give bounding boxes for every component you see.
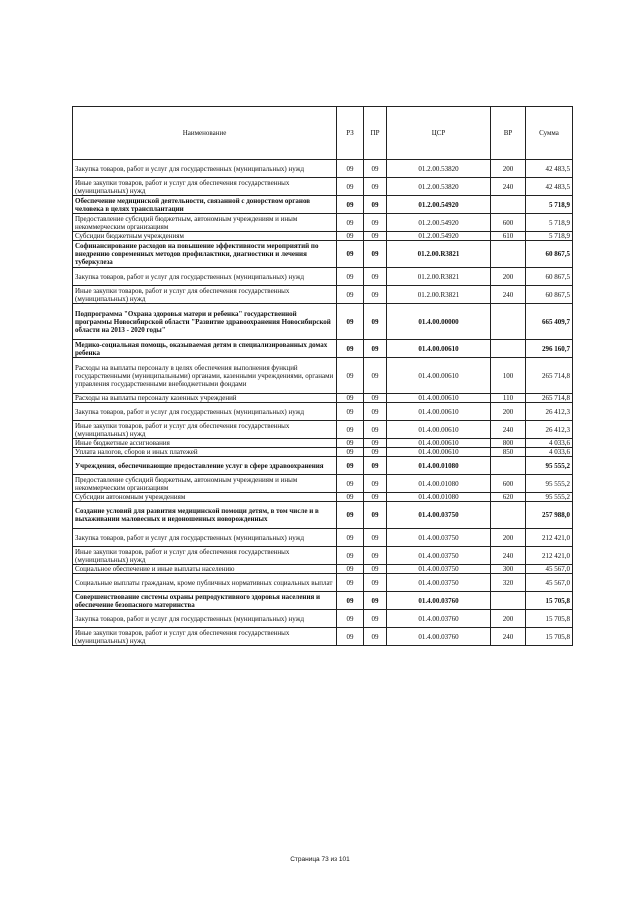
header-pr: ПР	[364, 107, 387, 160]
cell-pr: 09	[364, 448, 387, 457]
cell-vr: 600	[491, 214, 526, 232]
cell-vr: 240	[491, 286, 526, 304]
cell-csr: 01.4.00.00610	[387, 448, 491, 457]
cell-csr: 01.4.00.00610	[387, 394, 491, 403]
cell-sum: 15 705,8	[526, 592, 573, 610]
cell-rz: 09	[337, 196, 364, 214]
cell-sum: 60 867,5	[526, 286, 573, 304]
cell-pr: 09	[364, 547, 387, 565]
page-footer: Страница 73 из 101	[290, 856, 350, 863]
cell-vr: 240	[491, 628, 526, 646]
cell-pr: 09	[364, 628, 387, 646]
cell-vr	[491, 196, 526, 214]
cell-pr: 09	[364, 403, 387, 421]
cell-name: Закупка товаров, работ и услуг для государственных (муниципальных) нужд	[73, 610, 337, 628]
cell-sum: 15 705,8	[526, 628, 573, 646]
cell-vr	[491, 241, 526, 268]
cell-sum: 60 867,5	[526, 268, 573, 286]
cell-name: Иные закупки товаров, работ и услуг для обеспечения государственных (муниципальных) нужд	[73, 286, 337, 304]
cell-rz: 09	[337, 241, 364, 268]
cell-name: Иные закупки товаров, работ и услуг для обеспечения государственных (муниципальных) нужд	[73, 547, 337, 565]
cell-vr	[491, 502, 526, 529]
cell-sum: 265 714,8	[526, 358, 573, 394]
table-row	[73, 439, 573, 448]
cell-rz: 09	[337, 475, 364, 493]
table-row	[73, 241, 573, 268]
cell-rz: 09	[337, 268, 364, 286]
cell-name: Обеспечение медицинской деятельности, связанной с донорством органов человека в целях трансплантации	[73, 196, 337, 214]
cell-rz: 09	[337, 160, 364, 178]
cell-vr: 320	[491, 574, 526, 592]
cell-sum: 212 421,0	[526, 547, 573, 565]
cell-rz: 09	[337, 403, 364, 421]
cell-csr: 01.2.00.54920	[387, 196, 491, 214]
cell-rz: 09	[337, 457, 364, 475]
cell-sum: 95 555,2	[526, 457, 573, 475]
cell-sum: 5 718,9	[526, 214, 573, 232]
cell-sum: 665 409,7	[526, 304, 573, 340]
cell-name: Предоставление субсидий бюджетным, автономным учреждениям и иным некоммерческим организациям	[73, 475, 337, 493]
cell-sum: 26 412,3	[526, 403, 573, 421]
cell-csr: 01.4.00.01080	[387, 475, 491, 493]
cell-sum: 60 867,5	[526, 241, 573, 268]
table-row	[73, 448, 573, 457]
cell-name: Софинансирование расходов на повышение эффективности мероприятий по внедрению современных методов профилактики, диагностики и лечения туберкулеза	[73, 241, 337, 268]
table-row	[73, 196, 573, 214]
cell-rz: 09	[337, 439, 364, 448]
cell-csr: 01.2.00.R3821	[387, 286, 491, 304]
cell-sum: 5 718,9	[526, 196, 573, 214]
cell-rz: 09	[337, 394, 364, 403]
cell-rz: 09	[337, 547, 364, 565]
cell-vr: 100	[491, 358, 526, 394]
table-row	[73, 547, 573, 565]
cell-sum: 212 421,0	[526, 529, 573, 547]
cell-pr: 09	[364, 304, 387, 340]
cell-rz: 09	[337, 574, 364, 592]
cell-name: Иные закупки товаров, работ и услуг для обеспечения государственных (муниципальных) нужд	[73, 421, 337, 439]
cell-vr: 610	[491, 232, 526, 241]
cell-sum: 95 555,2	[526, 493, 573, 502]
cell-sum: 4 033,6	[526, 439, 573, 448]
table-body	[73, 160, 573, 646]
cell-sum: 42 483,5	[526, 160, 573, 178]
cell-csr: 01.4.00.03750	[387, 565, 491, 574]
cell-rz: 09	[337, 304, 364, 340]
cell-pr: 09	[364, 232, 387, 241]
cell-rz: 09	[337, 358, 364, 394]
cell-csr: 01.4.00.03750	[387, 502, 491, 529]
cell-name: Социальные выплаты гражданам, кроме публичных нормативных социальных выплат	[73, 574, 337, 592]
cell-vr: 200	[491, 160, 526, 178]
cell-name: Уплата налогов, сборов и иных платежей	[73, 448, 337, 457]
table-row	[73, 493, 573, 502]
table-row	[73, 286, 573, 304]
cell-pr: 09	[364, 502, 387, 529]
cell-rz: 09	[337, 448, 364, 457]
table-header-row	[73, 107, 573, 160]
cell-csr: 01.2.00.53820	[387, 178, 491, 196]
cell-vr: 850	[491, 448, 526, 457]
cell-csr: 01.4.00.03750	[387, 529, 491, 547]
cell-sum: 26 412,3	[526, 421, 573, 439]
cell-name: Иные закупки товаров, работ и услуг для обеспечения государственных (муниципальных) нужд	[73, 178, 337, 196]
header-vr: ВР	[491, 107, 526, 160]
cell-csr: 01.4.00.03750	[387, 547, 491, 565]
cell-name: Закупка товаров, работ и услуг для государственных (муниципальных) нужд	[73, 403, 337, 421]
cell-name: Субсидии автономным учреждениям	[73, 493, 337, 502]
cell-vr	[491, 457, 526, 475]
cell-sum: 296 160,7	[526, 340, 573, 358]
cell-rz: 09	[337, 214, 364, 232]
cell-pr: 09	[364, 394, 387, 403]
cell-rz: 09	[337, 502, 364, 529]
table-row	[73, 565, 573, 574]
cell-csr: 01.4.00.01080	[387, 493, 491, 502]
cell-rz: 09	[337, 592, 364, 610]
table-row	[73, 340, 573, 358]
cell-vr: 240	[491, 178, 526, 196]
header-name: Наименование	[73, 107, 337, 160]
cell-rz: 09	[337, 610, 364, 628]
cell-sum: 15 705,8	[526, 610, 573, 628]
cell-name: Расходы на выплаты персоналу в целях обеспечения выполнения функций государственными (муниципальными) органами, казенными учреждениями, органами управления государственными внебюджетными фондами	[73, 358, 337, 394]
cell-vr: 240	[491, 547, 526, 565]
cell-name: Совершенствование системы охраны репродуктивного здоровья населения и обеспечение безопасного материнства	[73, 592, 337, 610]
table-row	[73, 403, 573, 421]
cell-csr: 01.4.00.00610	[387, 358, 491, 394]
cell-csr: 01.4.00.00610	[387, 403, 491, 421]
cell-pr: 09	[364, 457, 387, 475]
cell-csr: 01.4.00.00610	[387, 421, 491, 439]
cell-csr: 01.2.00.54920	[387, 232, 491, 241]
cell-name: Иные закупки товаров, работ и услуг для обеспечения государственных (муниципальных) нужд	[73, 628, 337, 646]
cell-csr: 01.4.00.00610	[387, 439, 491, 448]
cell-csr: 01.2.00.54920	[387, 214, 491, 232]
cell-vr: 620	[491, 493, 526, 502]
cell-name: Закупка товаров, работ и услуг для государственных (муниципальных) нужд	[73, 529, 337, 547]
cell-csr: 01.2.00.R3821	[387, 241, 491, 268]
table-row	[73, 475, 573, 493]
cell-csr: 01.2.00.R3821	[387, 268, 491, 286]
cell-pr: 09	[364, 439, 387, 448]
cell-pr: 09	[364, 592, 387, 610]
cell-rz: 09	[337, 232, 364, 241]
table-row	[73, 574, 573, 592]
cell-csr: 01.4.00.00000	[387, 304, 491, 340]
cell-name: Закупка товаров, работ и услуг для государственных (муниципальных) нужд	[73, 268, 337, 286]
cell-sum: 42 483,5	[526, 178, 573, 196]
table-row	[73, 457, 573, 475]
cell-rz: 09	[337, 421, 364, 439]
cell-csr: 01.4.00.03760	[387, 628, 491, 646]
cell-name: Субсидии бюджетным учреждениям	[73, 232, 337, 241]
cell-name: Медико-социальная помощь, оказываемая детям в специализированных домах ребенка	[73, 340, 337, 358]
cell-pr: 09	[364, 178, 387, 196]
cell-rz: 09	[337, 178, 364, 196]
cell-name: Предоставление субсидий бюджетным, автономным учреждениям и иным некоммерческим организациям	[73, 214, 337, 232]
cell-pr: 09	[364, 358, 387, 394]
cell-name: Создание условий для развития медицинской помощи детям, в том числе и в выхаживании маловесных и недоношенных новорожденных	[73, 502, 337, 529]
cell-vr	[491, 304, 526, 340]
cell-pr: 09	[364, 241, 387, 268]
cell-pr: 09	[364, 421, 387, 439]
cell-vr: 800	[491, 439, 526, 448]
cell-csr: 01.4.00.03760	[387, 592, 491, 610]
table-row	[73, 610, 573, 628]
cell-name: Учреждения, обеспечивающие предоставление услуг в сфере здравоохранения	[73, 457, 337, 475]
header-rz: РЗ	[337, 107, 364, 160]
cell-name: Закупка товаров, работ и услуг для государственных (муниципальных) нужд	[73, 160, 337, 178]
cell-csr: 01.2.00.53820	[387, 160, 491, 178]
header-sum: Сумма	[526, 107, 573, 160]
header-csr: ЦСР	[387, 107, 491, 160]
cell-pr: 09	[364, 268, 387, 286]
cell-pr: 09	[364, 610, 387, 628]
cell-sum: 45 567,0	[526, 565, 573, 574]
table-row	[73, 232, 573, 241]
cell-sum: 45 567,0	[526, 574, 573, 592]
table-row	[73, 529, 573, 547]
cell-pr: 09	[364, 160, 387, 178]
table-row	[73, 268, 573, 286]
cell-pr: 09	[364, 565, 387, 574]
cell-vr: 300	[491, 565, 526, 574]
cell-pr: 09	[364, 475, 387, 493]
cell-name: Иные бюджетные ассигнования	[73, 439, 337, 448]
cell-vr: 110	[491, 394, 526, 403]
table-row	[73, 421, 573, 439]
cell-rz: 09	[337, 493, 364, 502]
cell-pr: 09	[364, 340, 387, 358]
cell-name: Социальное обеспечение и иные выплаты населению	[73, 565, 337, 574]
table-row	[73, 502, 573, 529]
cell-csr: 01.4.00.00610	[387, 340, 491, 358]
cell-pr: 09	[364, 529, 387, 547]
cell-pr: 09	[364, 286, 387, 304]
table-row	[73, 214, 573, 232]
table-row	[73, 358, 573, 394]
cell-rz: 09	[337, 286, 364, 304]
cell-rz: 09	[337, 529, 364, 547]
cell-vr: 200	[491, 268, 526, 286]
cell-pr: 09	[364, 214, 387, 232]
budget-table	[72, 106, 573, 646]
cell-csr: 01.4.00.03760	[387, 610, 491, 628]
table-row	[73, 178, 573, 196]
cell-csr: 01.4.00.01080	[387, 457, 491, 475]
cell-sum: 95 555,2	[526, 475, 573, 493]
cell-csr: 01.4.00.03750	[387, 574, 491, 592]
cell-vr	[491, 592, 526, 610]
cell-sum: 265 714,8	[526, 394, 573, 403]
cell-pr: 09	[364, 493, 387, 502]
cell-vr: 200	[491, 403, 526, 421]
cell-vr: 200	[491, 529, 526, 547]
table-row	[73, 628, 573, 646]
table-row	[73, 304, 573, 340]
cell-vr	[491, 340, 526, 358]
cell-name: Подпрограмма "Охрана здоровья матери и ребенка" государственной программы Новосибирской области "Развитие здравоохранения Новосибирской области на 2013 - 2020 годы"	[73, 304, 337, 340]
cell-rz: 09	[337, 340, 364, 358]
table-row	[73, 160, 573, 178]
cell-name: Расходы на выплаты персоналу казенных учреждений	[73, 394, 337, 403]
table-row	[73, 394, 573, 403]
cell-vr: 200	[491, 610, 526, 628]
table-row	[73, 592, 573, 610]
cell-vr: 240	[491, 421, 526, 439]
cell-rz: 09	[337, 565, 364, 574]
cell-sum: 5 718,9	[526, 232, 573, 241]
cell-sum: 257 988,0	[526, 502, 573, 529]
cell-pr: 09	[364, 196, 387, 214]
cell-vr: 600	[491, 475, 526, 493]
cell-rz: 09	[337, 628, 364, 646]
cell-sum: 4 033,6	[526, 448, 573, 457]
cell-pr: 09	[364, 574, 387, 592]
